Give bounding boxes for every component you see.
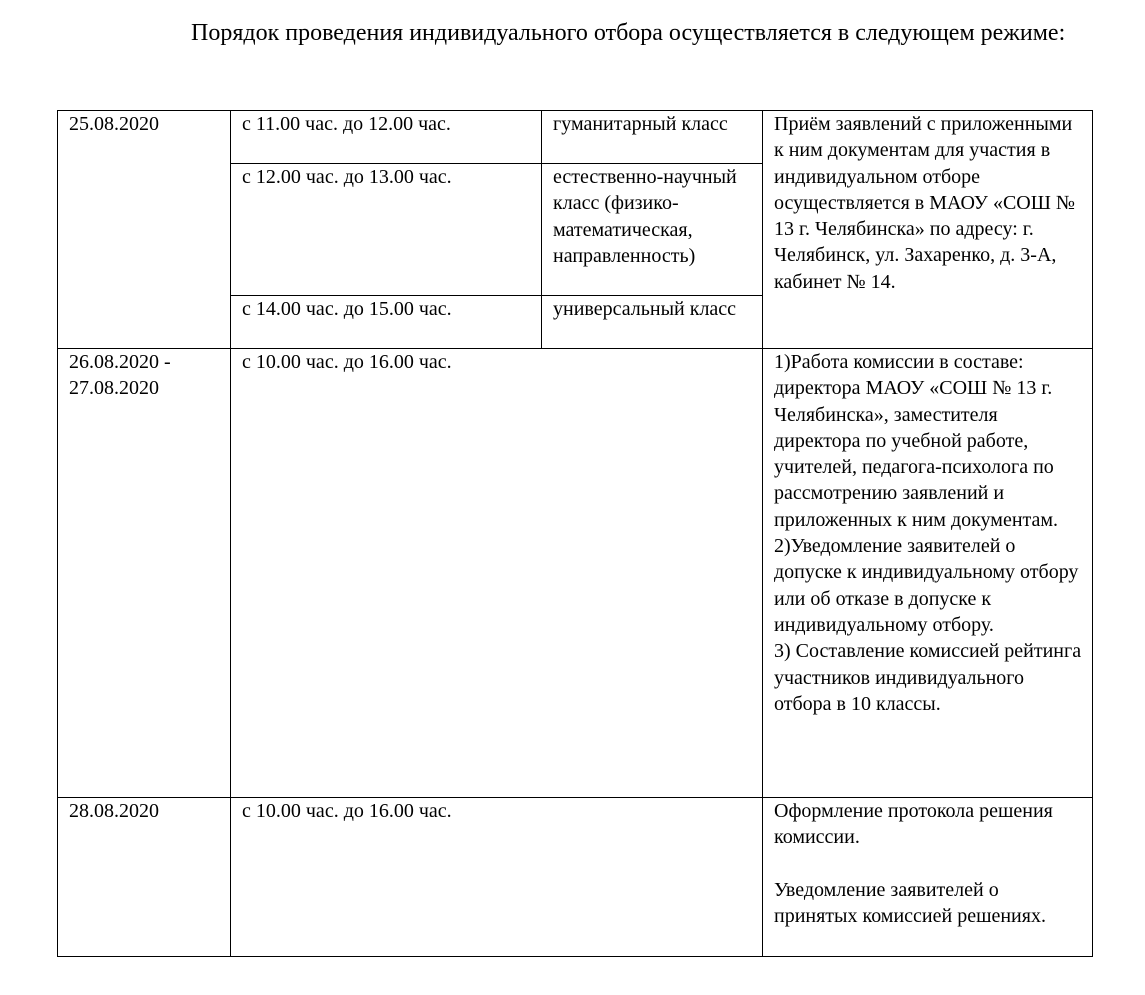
class-cell: естественно-научный класс (физико-математическая, направленность) (542, 164, 763, 296)
table-row (58, 349, 1093, 798)
description-cell: Приём заявлений с приложенными к ним документам для участия в индивидуальном отборе осуществляется в МАОУ «СОШ № 13 г. Челябинска» по адресу: г. Челябинск, ул. Захаренко, д. 3-А, кабинет № 14. (763, 111, 1093, 349)
description-cell (763, 798, 1093, 957)
description-cell (763, 349, 1093, 798)
date-cell: 25.08.2020 (58, 111, 231, 349)
table-row (58, 798, 1093, 957)
time-cell: с 11.00 час. до 12.00 час. (231, 111, 542, 164)
time-cell: с 10.00 час. до 16.00 час. (231, 798, 763, 957)
description-item: Оформление протокола решения комиссии. (774, 800, 1053, 849)
class-cell: универсальный класс (542, 296, 763, 349)
description-item: 1)Работа комиссии в составе: директора МАОУ «СОШ № 13 г. Челябинска», заместителя директора по учебной работе, учителей, педагога-психолога по рассмотрению заявлений и приложенных к ним документам. (774, 351, 1059, 531)
class-cell: гуманитарный класс (542, 111, 763, 164)
time-cell: с 10.00 час. до 16.00 час. (231, 349, 763, 798)
date-cell: 26.08.2020 - 27.08.2020 (58, 349, 231, 798)
time-cell: с 14.00 час. до 15.00 час. (231, 296, 542, 349)
table-row (58, 111, 1093, 164)
date-cell: 28.08.2020 (58, 798, 231, 957)
schedule-table (57, 110, 1093, 957)
intro-paragraph: Порядок проведения индивидуального отбора осуществляется в следующем режиме: (191, 20, 1066, 46)
description-item: 3) Составление комиссией рейтинга участников индивидуального отбора в 10 классы. (774, 640, 1082, 715)
description-item: 2)Уведомление заявителей о допуске к индивидуальному отбору или об отказе в допуске к индивидуальному отбору. (774, 535, 1079, 636)
description-item: Уведомление заявителей о принятых комиссией решениях. (774, 878, 1046, 928)
time-cell: с 12.00 час. до 13.00 час. (231, 164, 542, 296)
paragraph-gap (774, 851, 1082, 877)
